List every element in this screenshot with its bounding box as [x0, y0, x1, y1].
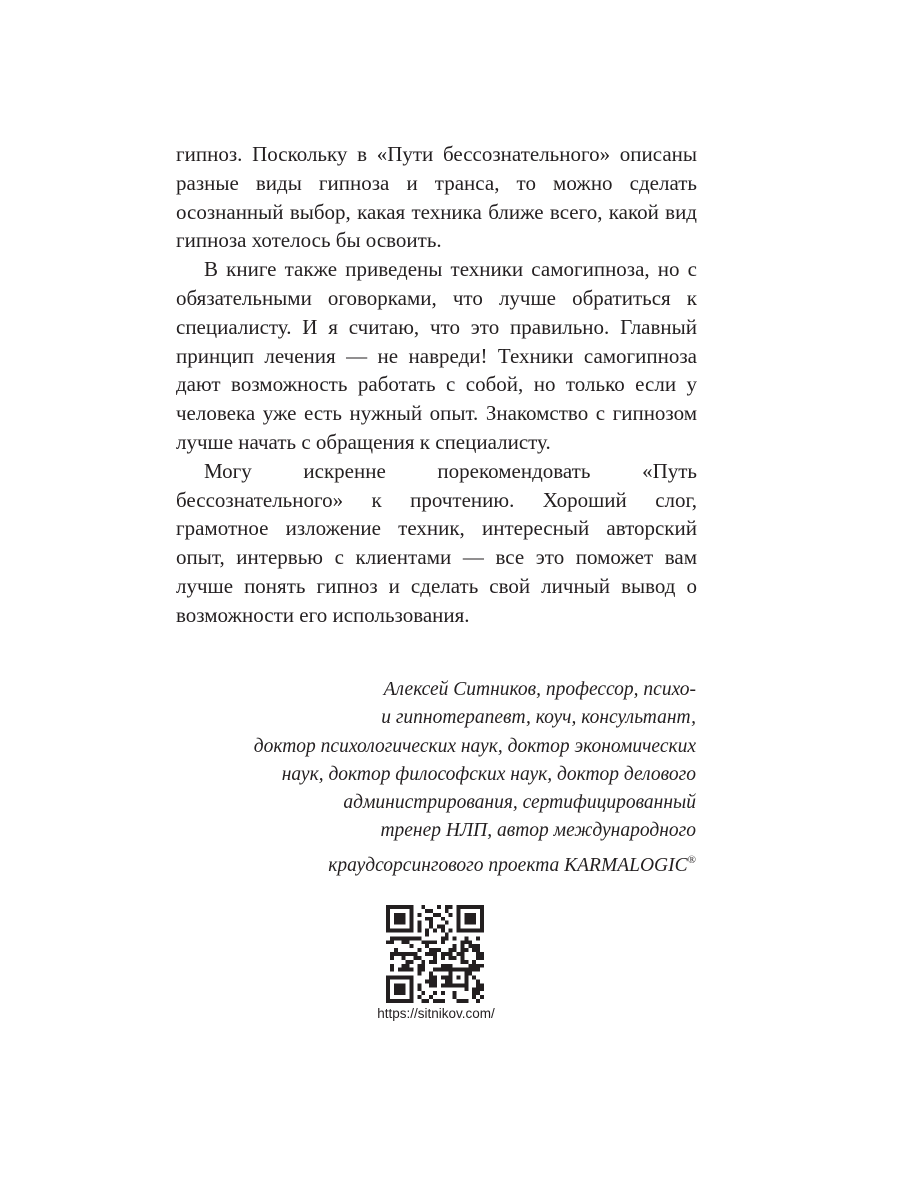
website-link[interactable]: https://sitnikov.com/: [377, 1006, 495, 1021]
qr-code-icon[interactable]: [386, 905, 484, 1003]
signature-line: Алексей Ситников, профессор, психо-: [383, 679, 696, 700]
registered-trademark: ®: [687, 853, 696, 866]
signature-line-last: [176, 846, 696, 880]
signature-line: доктор психологических наук, доктор экономических: [253, 735, 696, 757]
signature-line: тренер НЛП, автор международного: [380, 820, 696, 842]
paragraph-1: гипноз. Поскольку в «Пути бессознательного» описаны разные виды гипноза и транса, то можно сделать осознанный выбор, какая техника ближе всего, какой вид гипноза хотелось бы освоить.: [176, 142, 697, 253]
signature-line: наук, доктор философских наук, доктор делового: [281, 763, 696, 785]
qr-code-graphic: [386, 905, 484, 1003]
body-text: [176, 140, 697, 630]
signature-line: и гипнотерапевт, коуч, консультант,: [381, 707, 696, 729]
paragraph-2: В книге также приведены техники самогипноза, но с обязательными оговорками, что лучше обратиться к специалисту. И я считаю, что это правильно. Главный принцип лечения — не навреди! Техники самогипноза дают возможность работать с собой, но только если у человека уже есть нужный опыт. Знакомство с гипнозом лучше начать с обращения к специалисту.: [176, 257, 697, 454]
signature-line: администрирования, сертифицированный: [343, 792, 696, 814]
author-signature: [176, 676, 696, 880]
project-name: краудсорсингового проекта KARMALOGIC: [328, 854, 688, 876]
paragraph-3: Могу искренне порекомендовать «Путь бессознательного» к прочтению. Хороший слог, грамотное изложение техник, интересный авторский опыт, интервью с клиентами — все это поможет вам лучше понять гипноз и сделать свой личный вывод о возможности его использования.: [176, 458, 697, 627]
